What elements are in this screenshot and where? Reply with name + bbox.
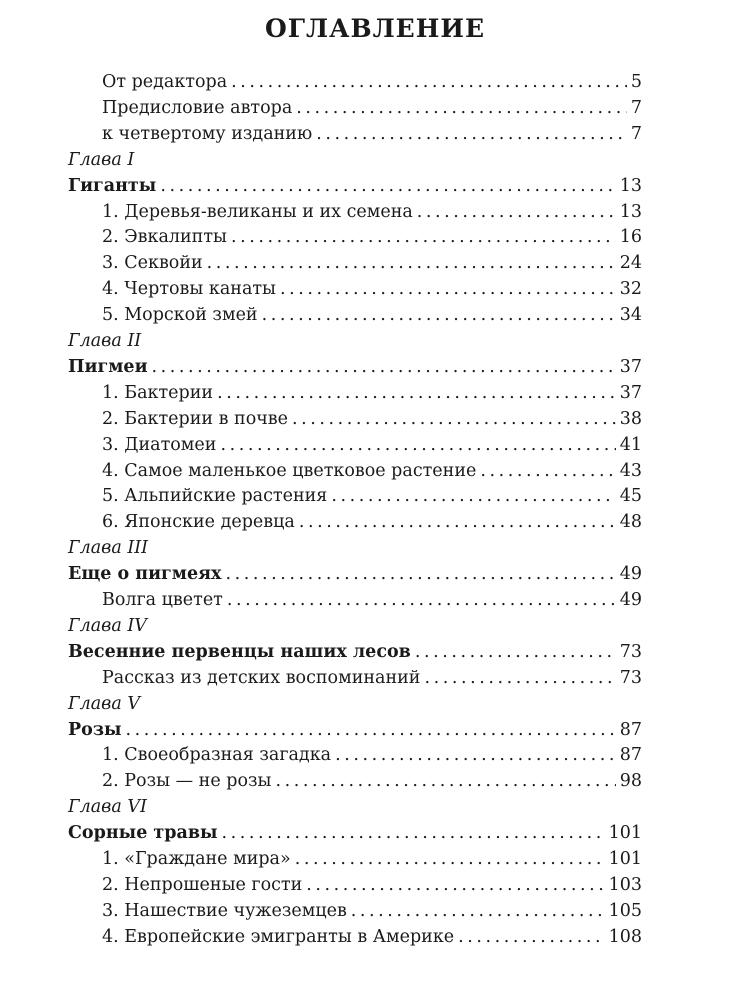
toc-entry: [0, 510, 750, 534]
entry-label: 4. Самое маленькое цветковое растение: [102, 460, 477, 481]
section-entry: [0, 640, 750, 664]
dot-leader: [299, 510, 616, 534]
section-entry: [0, 821, 750, 845]
entry-label: 4. Европейские эмигранты в Америке: [102, 926, 455, 947]
dot-leader: [225, 562, 615, 586]
page-number: 37: [619, 356, 642, 377]
entry-label: Рассказ из детских воспоминаний: [102, 667, 421, 688]
dot-leader: [207, 251, 616, 275]
entry-label: 2. Эвкалипты: [102, 227, 227, 248]
page-number: 87: [619, 745, 642, 766]
page-number: 48: [619, 512, 642, 533]
chapter-heading: [0, 536, 750, 560]
page-number: 13: [619, 201, 642, 222]
toc-entry: [0, 251, 750, 275]
dot-leader: [351, 899, 605, 923]
dot-leader: [275, 769, 615, 793]
entry-label: 3. Нашествие чужеземцев: [102, 900, 347, 921]
dot-leader: [424, 666, 615, 690]
toc-entry: [0, 769, 750, 793]
entry-label: Сорные травы: [68, 823, 218, 844]
page-number: 101: [608, 849, 642, 869]
entry-label: к четвертому изданию: [102, 123, 313, 144]
page-number: 16: [619, 227, 642, 248]
dot-leader: [280, 277, 616, 301]
dot-leader: [231, 225, 616, 249]
dot-leader: [222, 821, 605, 845]
entry-label: Глава II: [68, 331, 142, 351]
page-number: 37: [619, 382, 642, 403]
page-number: 101: [608, 823, 642, 844]
entry-label: Глава IV: [68, 615, 147, 636]
dot-leader: [415, 640, 616, 664]
dot-leader: [296, 96, 627, 120]
page-number: 103: [608, 874, 642, 895]
dot-leader: [306, 873, 604, 897]
page-number: 105: [608, 900, 642, 921]
chapter-heading: [0, 795, 750, 819]
chapter-heading: [0, 614, 750, 638]
dot-leader: [220, 433, 615, 457]
entry-label: 6. Японские деревца: [102, 512, 295, 533]
page-number: 7: [630, 97, 642, 118]
chapter-heading: [0, 692, 750, 716]
entry-label: 3. Секвойи: [102, 253, 203, 274]
toc-entry: [0, 925, 750, 949]
entry-label: Весенние первенцы наших лесов: [68, 641, 411, 662]
page-number: 34: [619, 305, 642, 326]
entry-label: От редактора: [102, 72, 228, 92]
entry-label: Пигмеи: [68, 356, 148, 377]
page-number: 45: [619, 486, 642, 507]
entry-label: Глава V: [68, 693, 140, 714]
entry-label: 1. Бактерии: [102, 382, 214, 403]
entry-label: Предисловие автора: [102, 97, 293, 118]
section-entry: [0, 562, 750, 586]
page-number: 49: [619, 590, 642, 610]
page-title: ОГЛАВЛЕНИЕ: [264, 14, 486, 43]
dot-leader: [262, 303, 616, 327]
dot-leader: [458, 925, 604, 949]
toc-entry: [0, 407, 750, 431]
toc-entry: [0, 433, 750, 457]
dot-leader: [417, 200, 616, 224]
entry-label: Глава VI: [68, 797, 147, 818]
page-number: 49: [619, 564, 642, 585]
toc-entry: [0, 225, 750, 249]
page-number: 41: [619, 434, 642, 455]
section-entry: [0, 718, 750, 742]
page-number: 38: [619, 408, 642, 429]
toc-entry: [0, 847, 750, 871]
entry-label: 1. «Граждане мира»: [102, 849, 291, 869]
dot-leader: [227, 588, 616, 612]
entry-label: 1. Деревья-великаны и их семена: [102, 201, 413, 222]
page-number: 98: [619, 771, 642, 792]
entry-label: Еще о пигмеях: [68, 564, 222, 585]
toc-entry: [0, 200, 750, 224]
entry-label: 2. Бактерии в почве: [102, 408, 289, 429]
dot-leader: [316, 122, 627, 146]
toc-entry: [0, 96, 750, 120]
toc-entry: [0, 277, 750, 301]
entry-label: Глава I: [68, 149, 135, 170]
section-entry: [0, 355, 750, 379]
toc-entry: [0, 381, 750, 405]
toc-entry: [0, 666, 750, 690]
toc-entry: [0, 873, 750, 897]
toc-entry: [0, 70, 750, 94]
dot-leader: [126, 718, 616, 742]
page-number: 32: [619, 279, 642, 300]
entry-label: Гиганты: [68, 175, 157, 196]
entry-label: 4. Чертовы канаты: [102, 279, 276, 300]
page-number: 24: [619, 253, 642, 274]
dot-leader: [217, 381, 616, 405]
chapter-heading: [0, 148, 750, 172]
entry-label: 5. Морской змей: [102, 305, 258, 326]
entry-label: 2. Розы — не розы: [102, 771, 272, 792]
dot-leader: [331, 484, 615, 508]
page-number: 108: [608, 926, 642, 947]
toc-entry: [0, 459, 750, 483]
toc-entry: [0, 122, 750, 146]
dot-leader: [480, 459, 615, 483]
page-number: 73: [619, 641, 642, 662]
page-number: 7: [630, 123, 642, 144]
page-number: 73: [619, 667, 642, 688]
toc-entry: [0, 484, 750, 508]
entry-label: 3. Диатомеи: [102, 434, 217, 455]
page-number: 5: [630, 72, 642, 92]
toc-entry: [0, 743, 750, 767]
entry-label: Волга цветет: [102, 590, 223, 610]
toc-entry: [0, 899, 750, 923]
entry-label: Розы: [68, 719, 122, 740]
dot-leader: [231, 70, 627, 94]
toc-entry: [0, 588, 750, 612]
page-number: 13: [619, 175, 642, 196]
section-entry: [0, 174, 750, 198]
entry-label: 1. Своеобразная загадка: [102, 745, 332, 766]
entry-label: Глава III: [68, 538, 149, 559]
dot-leader: [292, 407, 616, 431]
page-number: 87: [619, 719, 642, 740]
toc-entry: [0, 303, 750, 327]
dot-leader: [160, 174, 615, 198]
page-number: 43: [619, 460, 642, 481]
chapter-heading: [0, 329, 750, 353]
entry-label: 2. Непрошеные гости: [102, 874, 303, 895]
dot-leader: [295, 847, 605, 871]
entry-label: 5. Альпийские растения: [102, 486, 328, 507]
dot-leader: [152, 355, 616, 379]
dot-leader: [335, 743, 616, 767]
